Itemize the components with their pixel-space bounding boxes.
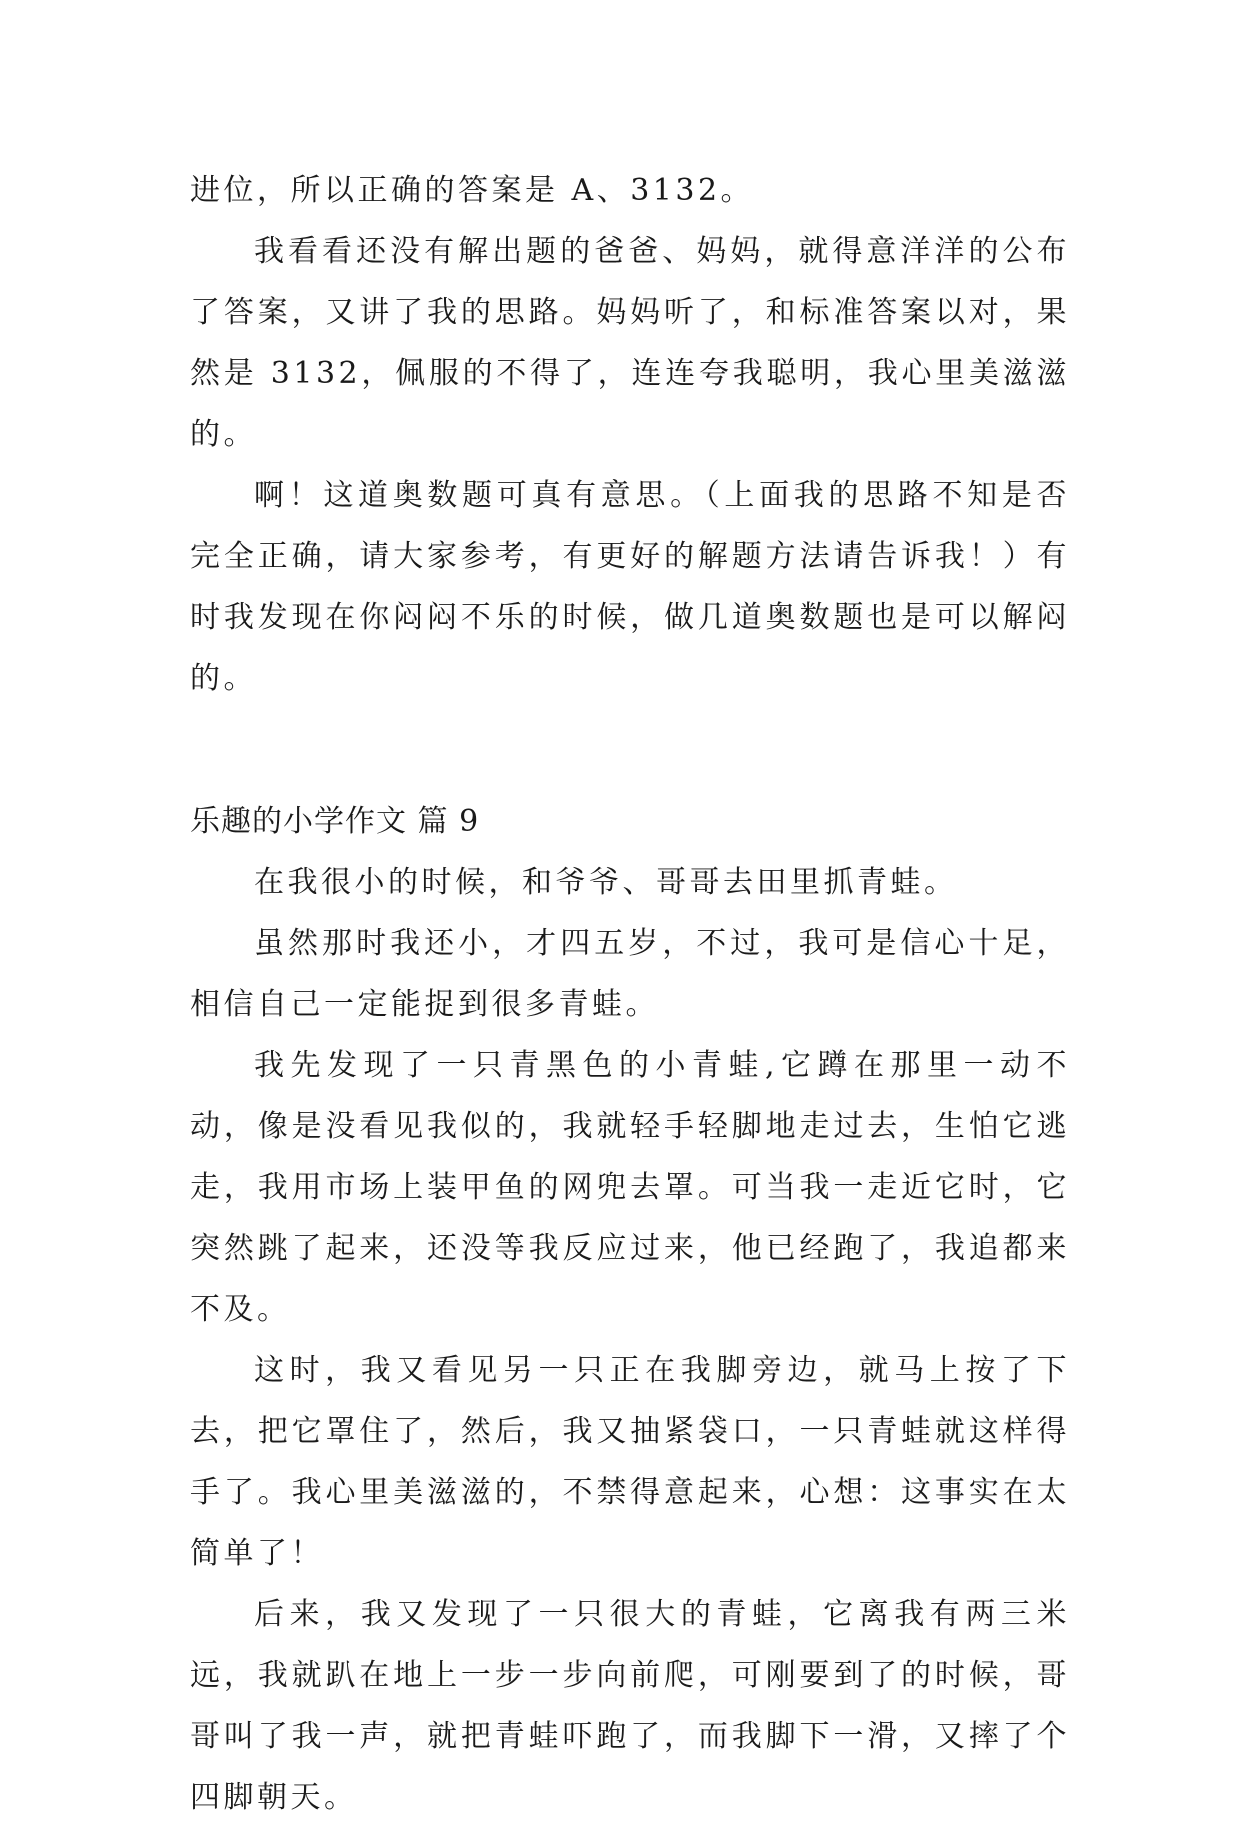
paragraph-answer-announced: 我看看还没有解出题的爸爸、妈妈，就得意洋洋的公布了答案，又讲了我的思路。妈妈听了，和标准答案以对，果然是 3132，佩服的不得了，连连夸我聪明，我心里美滋滋的。 (190, 234, 1070, 452)
paragraph-first-frog: 我先发现了一只青黑色的小青蛙,它蹲在那里一动不动，像是没看见我似的，我就轻手轻脚地走过去，生怕它逃走，我用市场上装甲鱼的网兜去罩。可当我一走近它时，它突然跳了起来，还没等我反应过来，他已经跑了，我追都来不及。 (190, 1048, 1070, 1327)
paragraph-confidence: 虽然那时我还小，才四五岁，不过，我可是信心十足，相信自己一定能捉到很多青蛙。 (190, 926, 1070, 1022)
section-spacer (190, 709, 1070, 791)
section-title: 乐趣的小学作文 篇 9 (190, 804, 480, 839)
paragraph-intro: 在我很小的时候，和爷爷、哥哥去田里抓青蛙。 (254, 865, 958, 900)
paragraph-second-frog: 这时，我又看见另一只正在我脚旁边，就马上按了下去，把它罩住了，然后，我又抽紧袋口，一只青蛙就这样得手了。我心里美滋滋的，不禁得意起来，心想：这事实在太简单了！ (190, 1353, 1070, 1571)
paragraph-carryover: 进位，所以正确的答案是 A、3132。 (190, 173, 755, 208)
paragraph-third-frog: 后来，我又发现了一只很大的青蛙，它离我有两三米远，我就趴在地上一步一步向前爬，可刚要到了的时候，哥哥叫了我一声，就把青蛙吓跑了，而我脚下一滑，又摔了个四脚朝天。 (190, 1597, 1070, 1815)
document-page (190, 160, 1070, 1828)
paragraph-reflection: 啊！这道奥数题可真有意思。（上面我的思路不知是否完全正确，请大家参考，有更好的解题方法请告诉我！）有时我发现在你闷闷不乐的时候，做几道奥数题也是可以解闷的。 (190, 478, 1070, 696)
